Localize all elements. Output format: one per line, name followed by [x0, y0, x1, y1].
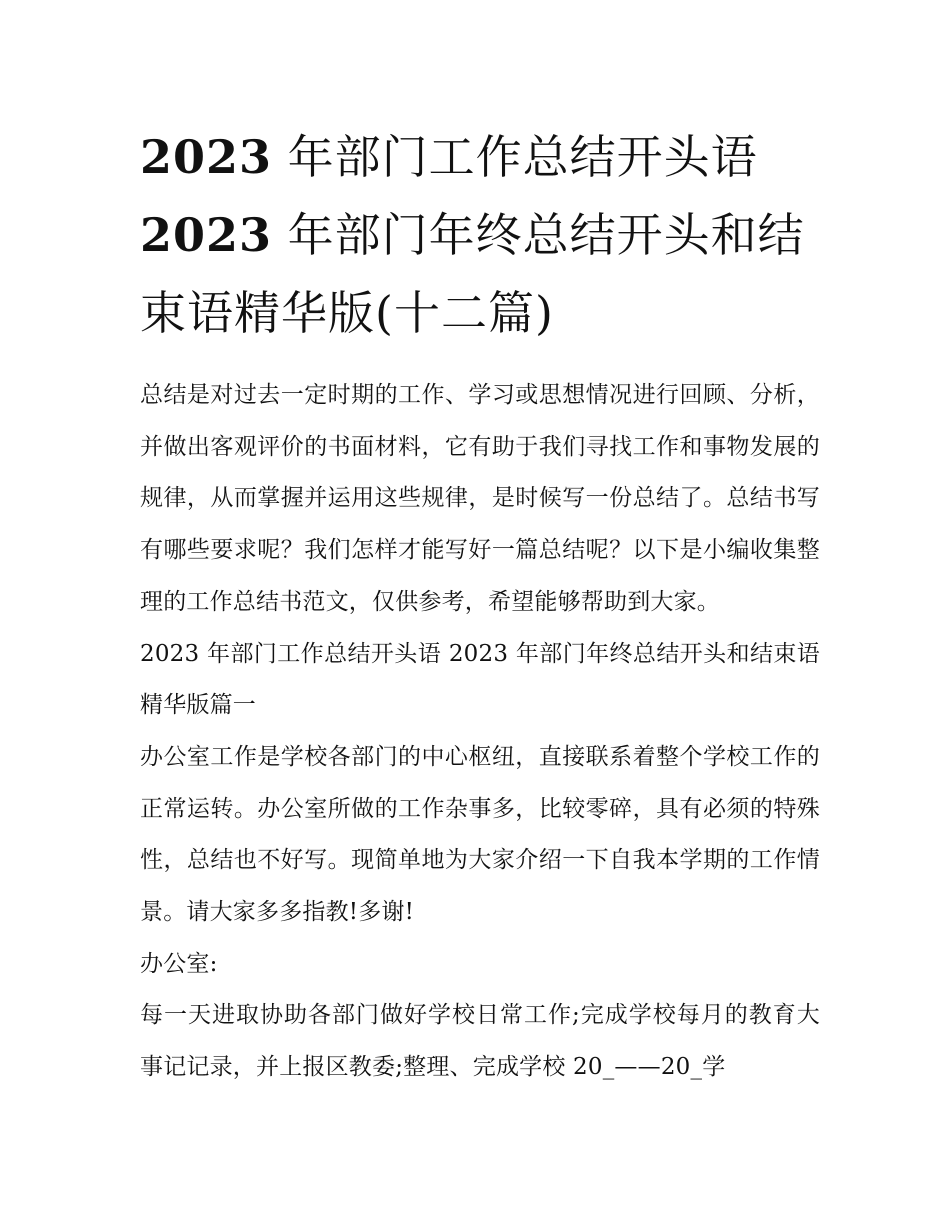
document-page	[140, 118, 820, 1094]
body-paragraph-continued: 每一天进取协助各部门做好学校日常工作;完成学校每月的教育大事记记录，并上报区教委;整理、完成学校 20_——20_学	[140, 1002, 820, 1081]
intro-paragraph: 总结是对过去一定时期的工作、学习或思想情况进行回顾、分析，并做出客观评价的书面材料，它有助于我们寻找工作和事物发展的规律，从而掌握并运用这些规律，是时候写一份总结了。总结书写有哪些要求呢？我们怎样才能写好一篇总结呢？以下是小编收集整理的工作总结书范文，仅供参考，希望能够帮助到大家。	[140, 382, 820, 615]
document-title	[140, 118, 820, 352]
title-line-1: 2023 年部门工作总结开头语	[140, 130, 758, 184]
body-paragraph: 办公室工作是学校各部门的中心枢纽，直接联系着整个学校工作的正常运转。办公室所做的工作杂事多，比较零碎，具有必须的特殊性，总结也不好写。现简单地为大家介绍一下自我本学期的工作情景。请大家多多指教!多谢!	[140, 743, 820, 926]
title-year-1: 2023	[140, 130, 273, 184]
document-body	[140, 370, 820, 1094]
title-line-2: 2023 年部门年终总结开头和结	[140, 208, 805, 262]
office-label: 办公室:	[140, 950, 218, 977]
section-heading: 2023 年部门工作总结开头语 2023 年部门年终总结开头和结束语精华版篇一	[140, 640, 820, 719]
title-year-2: 2023	[140, 208, 273, 262]
title-line-3: 束语精华版(十二篇)	[140, 286, 554, 340]
